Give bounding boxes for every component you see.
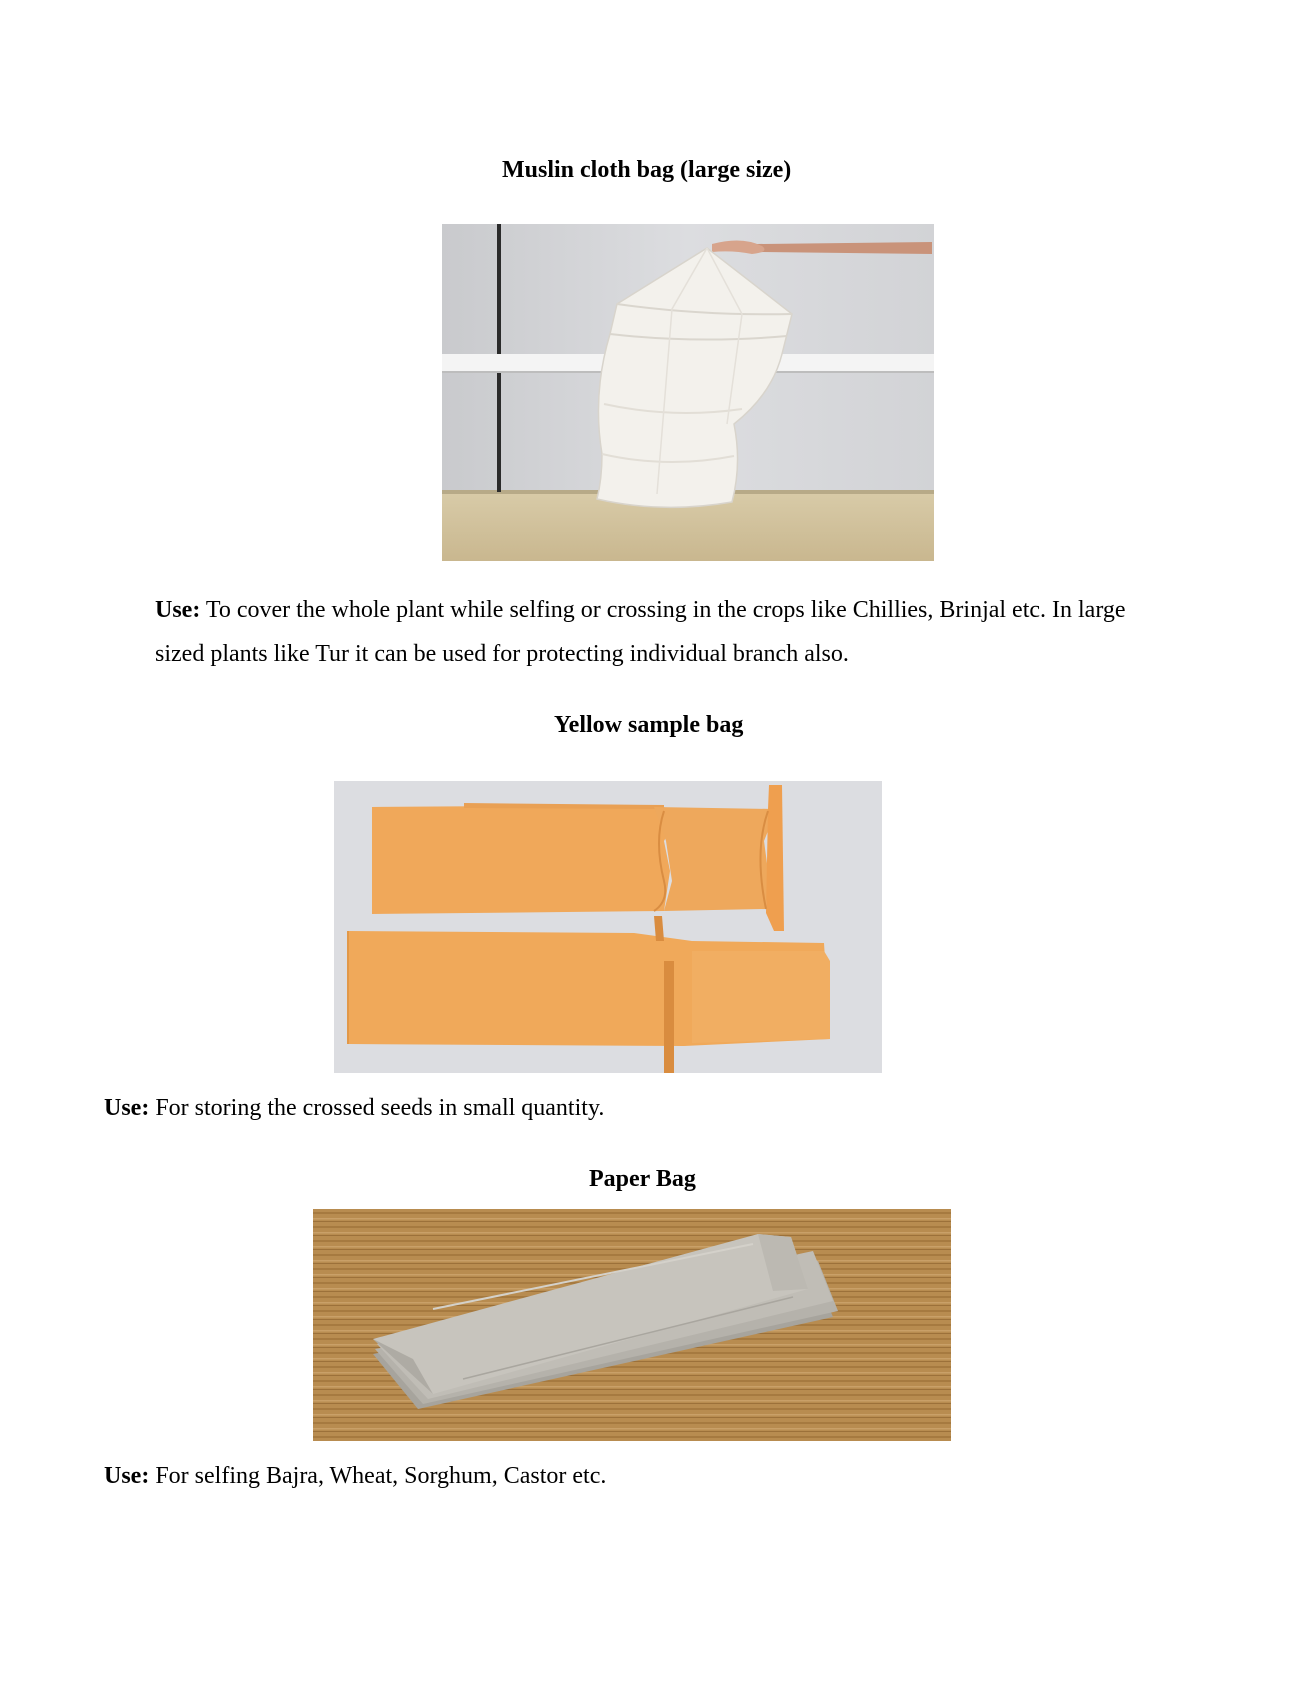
use-text: To cover the whole plant while selfing or crossing in the crops like Chillies, Brinjal etc. In large sized plants like Tur it can be used for protecting individual branch also. — [155, 597, 1126, 667]
use-text: For selfing Bajra, Wheat, Sorghum, Castor etc. — [149, 1463, 607, 1489]
yellow-sample-bag-photo — [334, 781, 882, 1073]
heading-paper-bag: Paper Bag — [589, 1166, 696, 1192]
heading-yellow-sample-bag: Yellow sample bag — [554, 712, 744, 738]
paper-bag-photo — [313, 1209, 951, 1441]
use-yellow-sample-bag — [104, 1086, 1204, 1130]
use-paper-bag — [104, 1454, 1204, 1498]
use-muslin-cloth-bag — [155, 588, 1145, 676]
use-text: For storing the crossed seeds in small quantity. — [149, 1095, 605, 1121]
yellow-sample-bag-icon — [334, 781, 882, 1073]
muslin-cloth-bag-photo — [442, 224, 934, 561]
use-label: Use: — [104, 1095, 150, 1121]
paper-bag-icon — [313, 1209, 951, 1441]
use-label: Use: — [104, 1463, 150, 1489]
muslin-cloth-bag-icon — [442, 224, 934, 561]
heading-muslin-cloth-bag: Muslin cloth bag (large size) — [502, 157, 792, 183]
use-label: Use: — [155, 597, 201, 623]
